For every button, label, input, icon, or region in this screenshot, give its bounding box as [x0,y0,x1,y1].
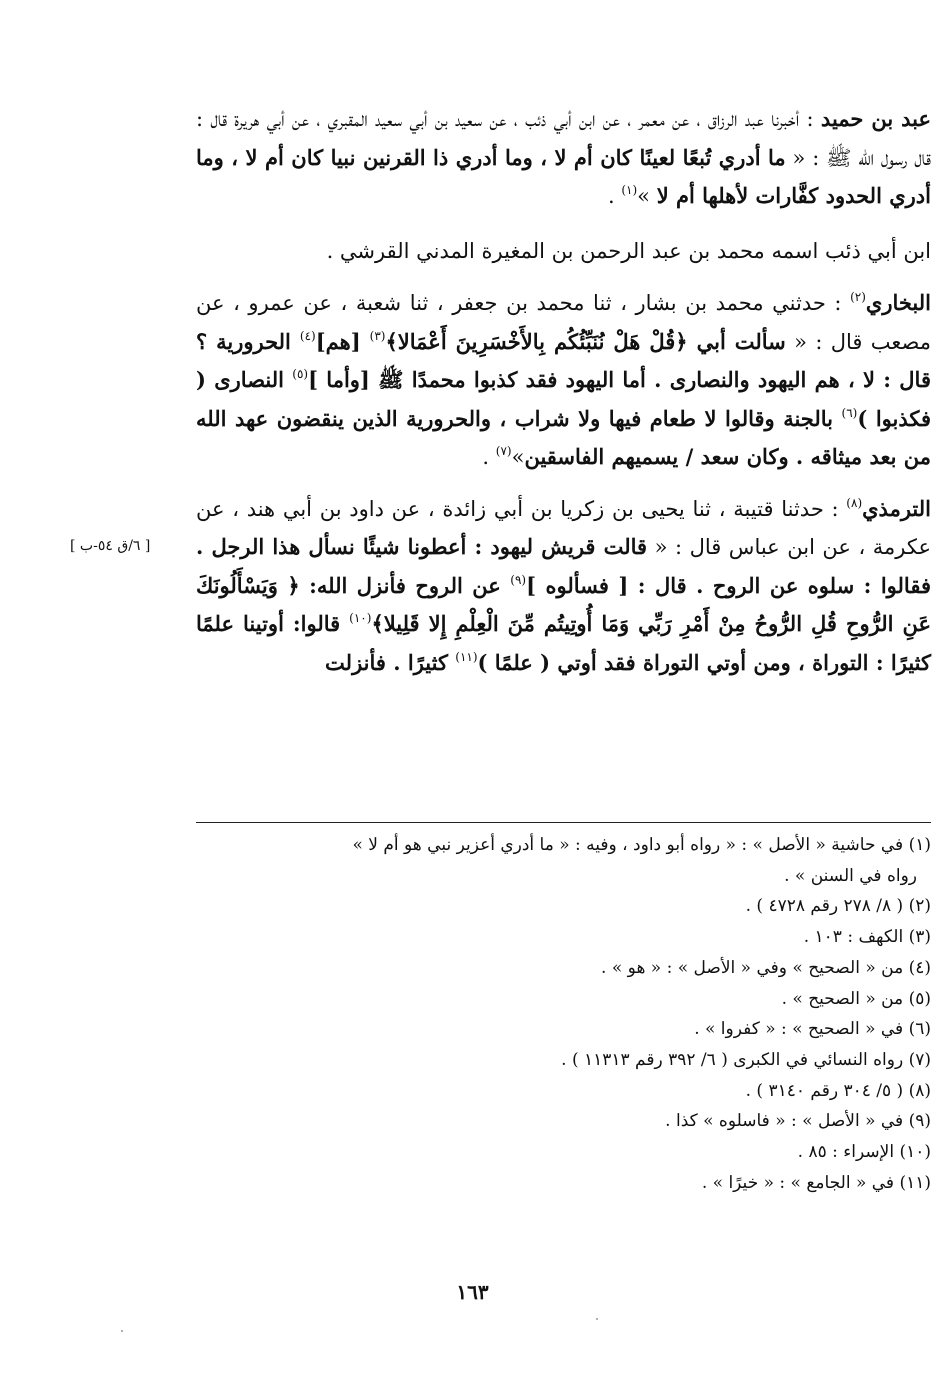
footnote-marker: (٤) [299,328,316,343]
footnote-marker: (١) [621,183,638,197]
text-run: . [607,184,622,208]
footnote-1: (١) في حاشية « الأصل » : « رواه أبو داود ، وفيه : « ما أدري أعزير نبي هو أم لا » [352,835,931,855]
paragraph-tirmidhi [196,490,931,683]
bold-text-run: قالوا: أوتينا علمًا كثيرًا : التوراة ، ومن أوتي التوراة فقد أوتي ( علمًا ) [196,611,931,675]
bold-text-run: بالجنة وقالوا لا طعام فيها ولا شراب ، والحرورية الذين ينقضون عهد الله من بعد ميثاقه . وكان سعد / يسميهم الفاسقين [196,405,931,469]
footnote-marker: (٥) [292,367,309,381]
manuscript-folio-ref: [ ٦/ق ٥٤-ب ] [70,538,151,554]
footnote-marker: (٣) [369,328,386,343]
scan-speck [121,1330,123,1332]
footnote-marker: (١١) [455,649,478,664]
page-number: ١٦٣ [456,1280,489,1304]
bold-text-run: كثيرًا . فأنزلت [325,649,456,675]
footnote-3: (٣) الكهف : ١٠٣ . [803,927,931,948]
paragraph-narrator-note [196,233,931,271]
bold-text-run: [هم] [315,328,370,354]
footnote-marker: (٦) [841,405,858,420]
footnote-2: (٢) ( ٨/ ٢٧٨ رقم ٤٧٢٨ ) . [745,896,931,917]
scan-speck [596,1318,598,1320]
bold-text-run: سألت أبي ﴿قُلْ هَلْ نُنَبِّئُكُم بِالأَخْسَرِينَ أَعْمَالا﴾ [385,328,786,354]
bold-text-run: ما أدري تُبعًا لعينًا كان أم لا ، وما أدري ذا القرنين نبيا كان أم لا ، وما أدري الحدود كفَّارات لأهلها أم لا [196,144,931,208]
footnote-separator [196,822,931,823]
bold-text-run: النصارى ( فكذبوا ) [196,367,932,431]
text-run: » [637,184,657,208]
footnote-6: (٦) في « الصحيح » : « كفروا » . [694,1019,931,1040]
footnote-7: (٧) رواه النسائي في الكبرى ( ٦/ ٣٩٢ رقم ١١٣١٣ ) . [561,1049,931,1070]
text-run: : أخبرنا عبد الرزاق ، عن معمر ، عن ابن أبي ذئب ، عن سعيد بن أبي سعيد المقبري ، عن أبي هريرة قال : قال رسول الله ﷺ : « [196,107,931,170]
text-run: ابن أبي ذئب اسمه محمد بن عبد الرحمن بن المغيرة المدني القرشي . [326,238,931,263]
text-run: : حدثني محمد بن بشار ، ثنا محمد بن جعفر ، ثنا شعبة ، عن عمرو ، عن مصعب قال : « [196,291,932,354]
paragraph-bukhari [196,284,931,477]
footnote-4: (٤) من « الصحيح » وفي « الأصل » : « هو » . [601,957,931,978]
footnote-8: (٨) ( ٥/ ٣٠٤ رقم ٣١٤٠ ) . [745,1080,931,1101]
footnote-marker: (٢) [850,290,866,304]
footnotes [196,830,931,1198]
paragraph-abd-bin-humaid [196,100,931,216]
text-run: . [482,445,496,469]
footnote-5: (٥) من « الصحيح » . [781,988,931,1009]
footnote-10: (١٠) الإسراء : ٨٥ . [797,1142,931,1163]
footnote-marker: (٩) [510,572,527,587]
text-run: : حدثنا قتيبة ، ثنا يحيى بن زكريا بن أبي زائدة ، عن داود بن أبي هند ، عن عكرمة ، عن ابن عباس قال : « [196,496,931,559]
bold-text-run: قالت قريش ليهود : أعطونا شيئًا نسأل هذا الرجل . فقالوا : سلوه عن الروح . قال : [ فسألوه ] [196,534,931,598]
bold-text-run: الترمذي [862,495,931,521]
footnote-9: (٩) في « الأصل » : « فاسلوه » كذا . [665,1111,931,1132]
main-text [196,100,931,682]
footnote-11: (١١) في « الجامع » : « خيرًا » . [701,1172,931,1193]
bold-text-run: عن الروح فأنزل الله: ﴿ وَيَسْأَلُونَكَ عَنِ الرُّوحِ قُلِ الرُّوحُ مِنْ أَمْرِ رَبِّي وَمَا أُوتِيتُم مِّنَ الْعِلْمِ إِلا قَلِيلا﴾ [196,572,931,636]
footnote-marker: (٧) [495,444,512,458]
text-run: » [511,445,525,469]
footnote-marker: (١٠) [349,611,372,625]
bold-text-run: عبد بن حميد [820,106,931,131]
bold-text-run: البخاري [865,290,931,315]
footnote-1-continuation: رواه في السنن » . [784,865,917,886]
bold-text-run: الحرورية ؟ قال : لا ، هم اليهود والنصارى . أما اليهود فقد كذبوا محمدًا ﷺ [وأما ] [196,328,931,392]
footnote-marker: (٨) [846,495,863,510]
